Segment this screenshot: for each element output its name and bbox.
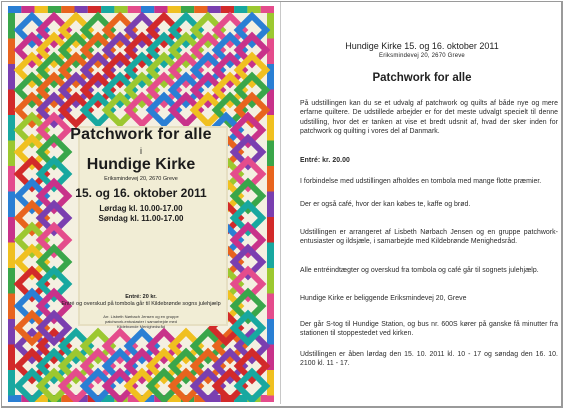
poster-conjunction: i [140,146,142,156]
quilt-strip [35,6,48,13]
flyer-title: Patchwork for alle [372,72,472,84]
quilt-strip [261,6,274,13]
quilt-strip [261,395,274,402]
quilt-strip [8,13,15,39]
quilt-strip [154,6,167,13]
paragraph-location: Hundige Kirke er beliggende Eriksmindevej 20, Greve [300,295,467,302]
quilt-strip [128,6,141,13]
flyer-heading: Hundige Kirke 15. og 16. oktober 2011 [345,41,499,51]
quilt-strip [114,6,127,13]
quilt-strip [8,6,21,13]
quilt-strip [8,243,15,269]
quilt-strip [48,6,61,13]
poster-title: Patchwork for alle [70,126,212,143]
quilt-strip [141,6,154,13]
flyer-subheading: Eriksmindevej 20, 2670 Greve [379,53,465,59]
quilt-strip [234,6,247,13]
paragraph-transport: Der går S-tog til Hundige Station, og bus nr. 600S kører på ganske få minutter fra stationen til stoppestedet ved kirken. [300,321,558,338]
quilt-strip [75,6,88,13]
quilt-strip [88,6,101,13]
paragraph-cafe: Der er også café, hvor der kan købes te, kaffe og brød. [300,201,471,208]
poster-organizer-line: Kildebrønde Menighedsråd [116,324,166,329]
quilt-strip [8,370,15,396]
quilt-strip [208,6,221,13]
quilt-strip [267,243,274,269]
poster-address: Eriksmindevej 20, 2670 Greve [104,176,178,182]
quilt-strip [8,268,15,294]
paragraph-proceeds: Alle entréindtægter og overskud fra tombola og café går til sognets julehjælp. [300,267,539,274]
quilt-strip [221,6,234,13]
quilt-strip [267,370,274,396]
poster-fee-note: Entré og overskud på tombola går til Kildebrønde sogns julehjælp [61,301,221,307]
quilt-strip [8,90,15,116]
paragraph-fee: Entré: kr. 20.00 [300,157,350,164]
quilt-strip [267,13,274,39]
poster-sunday-hours: Søndag kl. 11.00-17.00 [98,214,184,223]
quilt-strip [61,6,74,13]
poster-fee: Entré: 20 kr. [125,294,157,300]
paragraph-tombola: I forbindelse med udstillingen afholdes en tombola med mange flotte præmier. [300,178,542,185]
quilt-strip [101,6,114,13]
paragraph-intro: På udstillingen kan du se et udvalg af patchwork og quilts af både nye og mere erfarne quiltere. De udstillede arbejder er for det meste udvalgt specielt til denne udstilling, hvor det er tanken at vise et bredt udsnit af, hvad der sker inden for patchwork og quilting i vores del af Danmark. [300,100,558,136]
paragraph-organizer: Udstillingen er arrangeret af Lisbeth Nørbach Jensen og en gruppe patchwork-entusiaster og ildsjæle, i samarbejde med Kildebrønde Menighedsråd. [300,229,558,246]
quilt-strip [8,395,21,402]
quilt-strip [181,6,194,13]
quilt-strip [247,6,260,13]
quilt-strip [8,39,15,65]
poster-dates: 15. og 16. oktober 2011 [75,186,207,200]
poster-organizer-line: Arr. Lisbeth Nørbach Jensen og en gruppe [103,314,179,319]
quilt-strip [267,268,274,294]
quilt-strip [21,6,34,13]
poster-organizer-line: patchwork-entusiaster i samarbejde med [104,319,178,324]
quilt-strip [194,6,207,13]
quilt-strip [8,64,15,90]
paragraph-hours: Udstillingen er åben lørdag den 15. 10. 2011 kl. 10 - 17 og søndag den 16. 10. 2100 kl. 11 - 17. [300,351,558,368]
quilt-strip [168,6,181,13]
flyer [286,0,558,404]
poster-saturday-hours: Lørdag kl. 10.00-17.00 [99,204,183,213]
poster-church: Hundige Kirke [86,156,196,173]
fold-line [280,2,281,404]
poster [8,6,274,402]
